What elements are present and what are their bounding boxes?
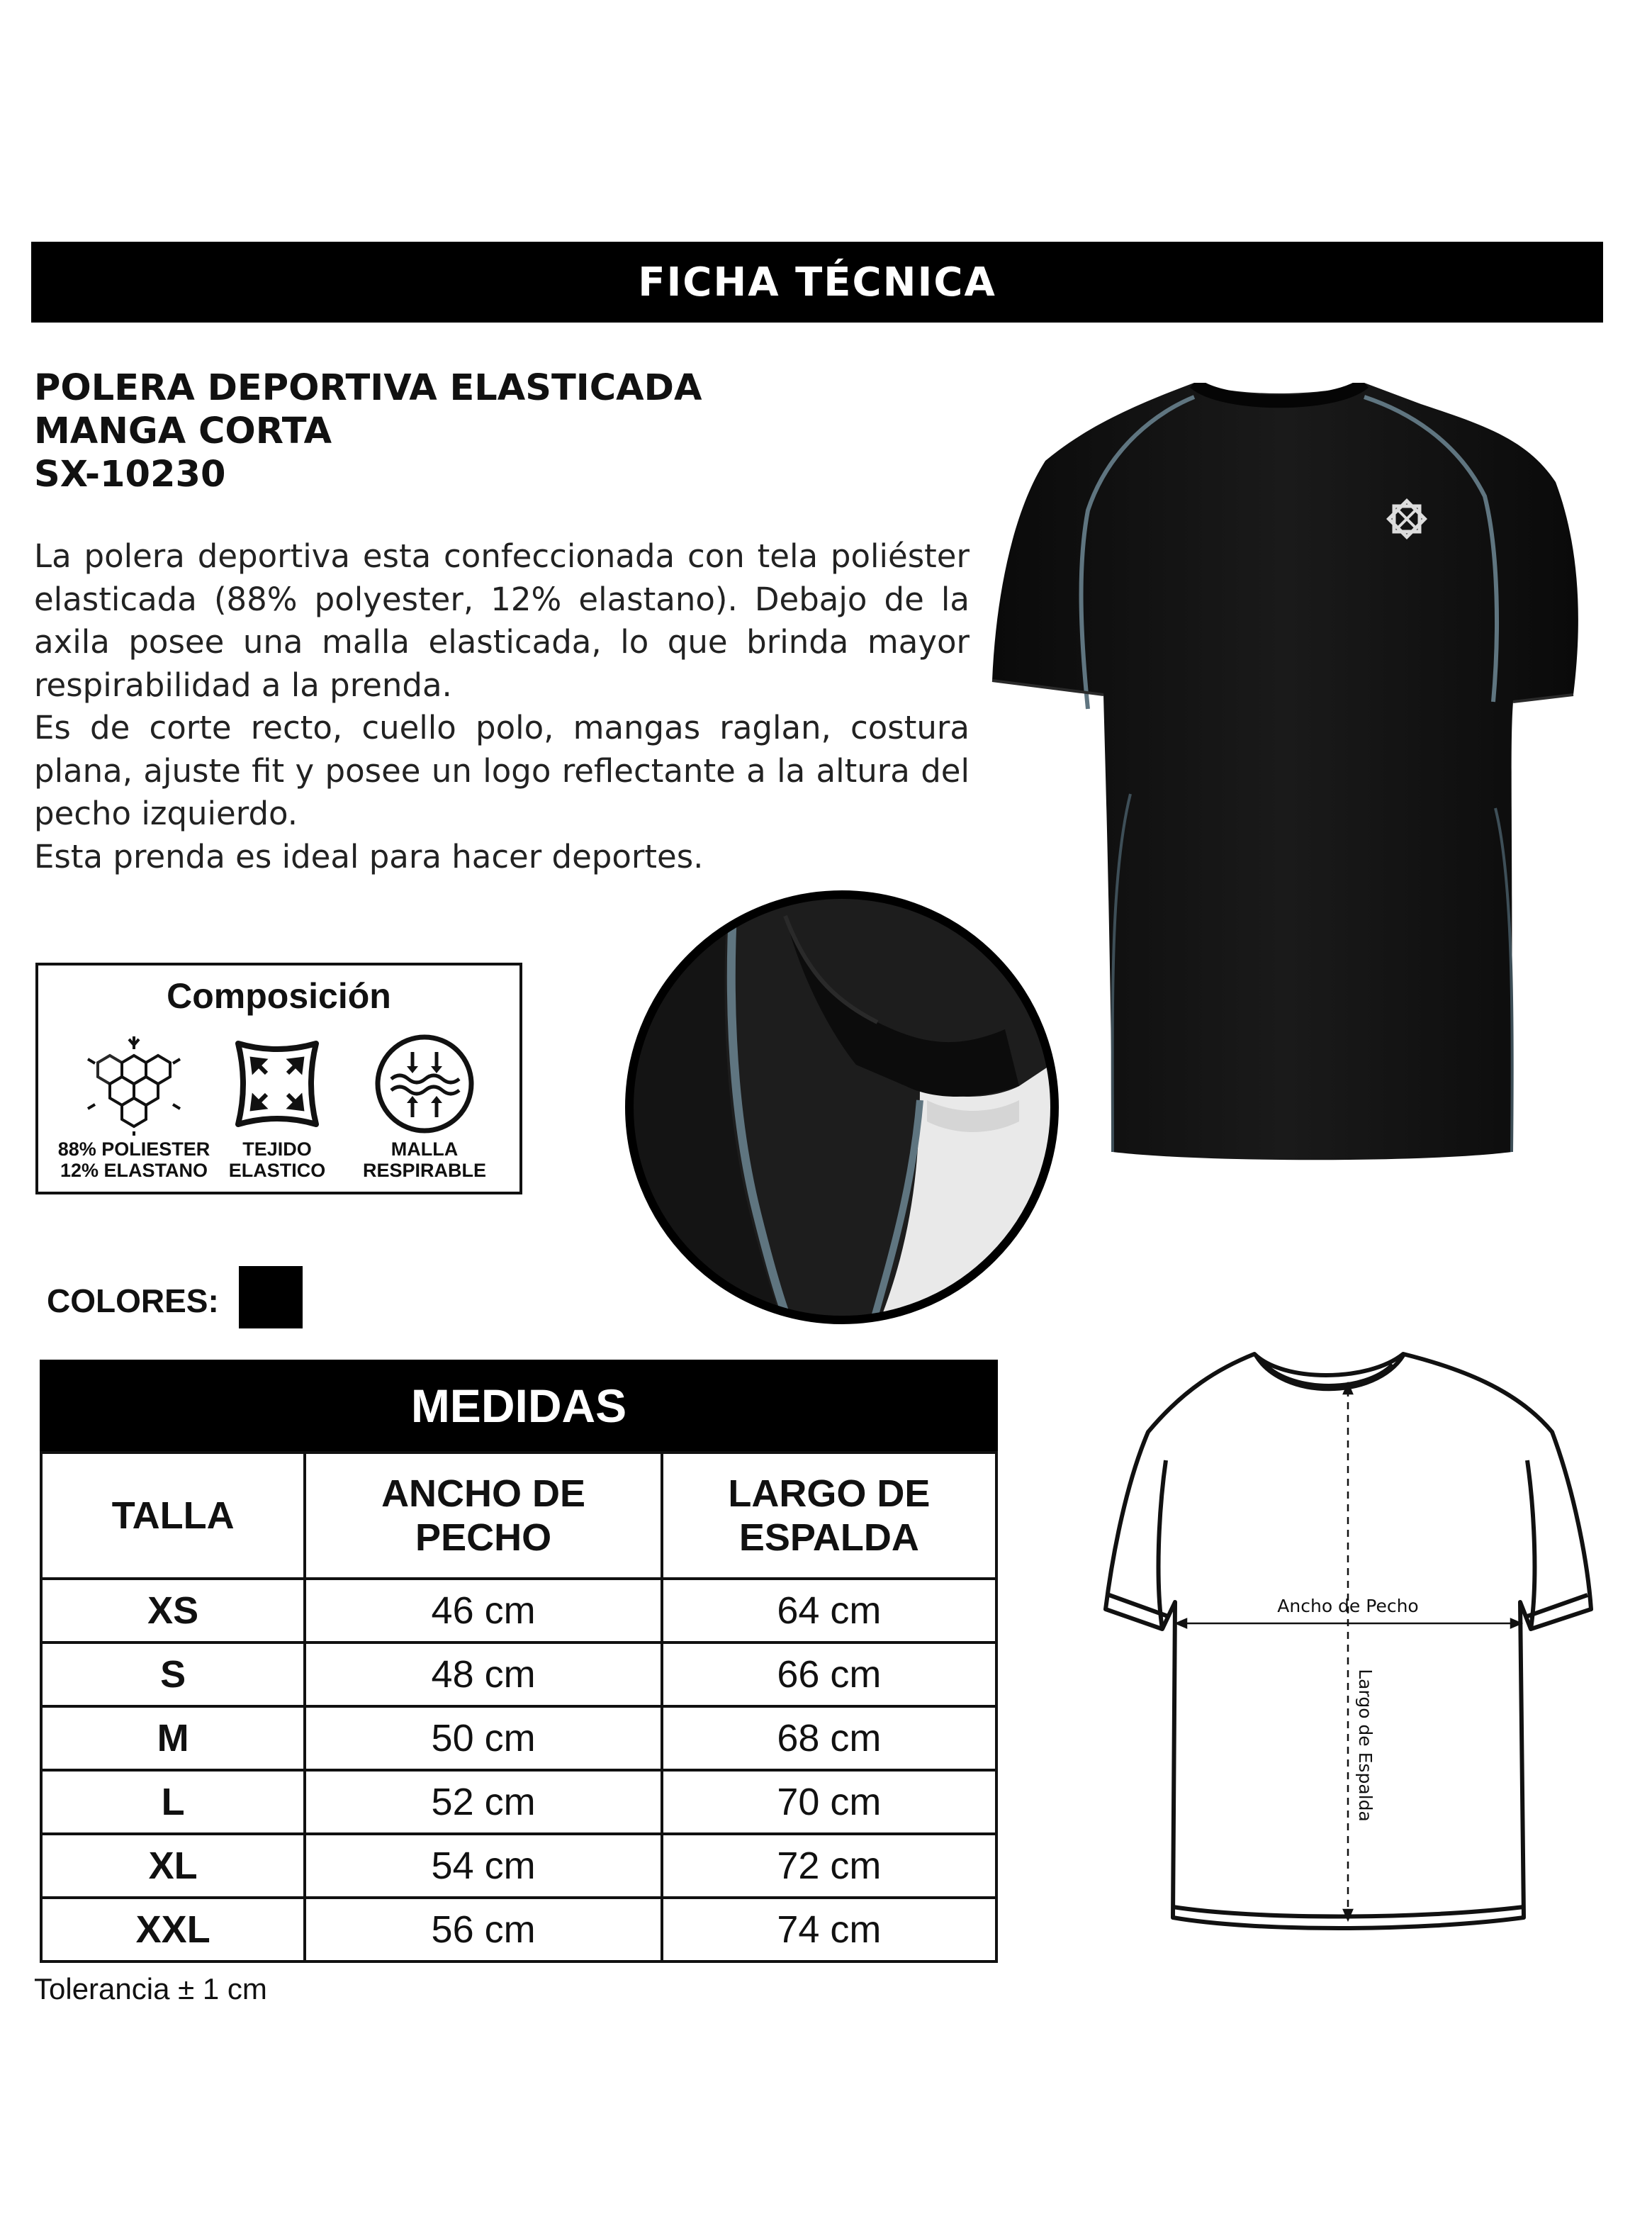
composition-label-line: MALLA: [390, 1138, 459, 1160]
table-row: [41, 1770, 996, 1834]
column-header-size: [41, 1453, 305, 1579]
length-cell: 64 cm: [662, 1579, 996, 1642]
composition-box: [35, 963, 522, 1194]
composition-label-line: ELASTICO: [228, 1160, 326, 1181]
measurement-diagram: [1091, 1347, 1609, 1942]
column-header-text: ESPALDA: [738, 1516, 919, 1559]
size-cell: S: [41, 1642, 305, 1706]
size-cell: L: [41, 1770, 305, 1834]
composition-label-line: 88% POLIESTER: [57, 1138, 210, 1160]
tolerance-note: Tolerancia ± 1 cm: [34, 1972, 267, 2005]
page-title: FICHA TÉCNICA: [638, 259, 996, 306]
table-row: [41, 1898, 996, 1961]
column-header-chest: [305, 1453, 661, 1579]
column-header-text: ANCHO DE: [381, 1472, 586, 1515]
length-cell: 68 cm: [662, 1706, 996, 1770]
description-paragraph: La polera deportiva esta confeccionada con tela poliéster elasticada (88% polyester, 12% elastano). Debajo de la axila posee una malla elasticada, lo que brinda mayor respirabilidad a la prenda.: [34, 537, 970, 704]
shirt-photo: [989, 383, 1605, 1170]
product-title-line: POLERA DEPORTIVA ELASTICADA: [34, 367, 702, 409]
color-swatch-black: [239, 1266, 303, 1328]
column-header-text: TALLA: [111, 1494, 235, 1537]
table-row: [41, 1579, 996, 1642]
composition-label-line: 12% ELASTANO: [60, 1160, 208, 1181]
size-table: [40, 1451, 998, 1963]
product-description: [34, 535, 970, 878]
reflective-logo-icon: [1389, 501, 1425, 537]
chest-cell: 48 cm: [305, 1642, 661, 1706]
size-cell: XXL: [41, 1898, 305, 1961]
size-cell: M: [41, 1706, 305, 1770]
composition-label: [192, 1138, 362, 1181]
composition-title: Composición: [167, 976, 391, 1016]
length-cell: 66 cm: [662, 1642, 996, 1706]
table-row: [41, 1642, 996, 1706]
chest-cell: 46 cm: [305, 1579, 661, 1642]
product-title-line: MANGA CORTA: [34, 410, 332, 452]
description-paragraph: Es de corte recto, cuello polo, mangas raglan, costura plana, ajuste fit y posee un logo reflectante a la altura del pecho izquierdo.: [34, 709, 970, 832]
back-length-label: Largo de Espalda: [1355, 1669, 1376, 1822]
size-cell: XS: [41, 1579, 305, 1642]
measurements-title: MEDIDAS: [410, 1379, 627, 1432]
size-cell: XL: [41, 1834, 305, 1898]
measurements-header: [40, 1360, 998, 1451]
composition-label: [339, 1138, 510, 1181]
honeycomb-fabric-icon: [81, 1031, 187, 1137]
product-code: SX-10230: [34, 454, 226, 496]
length-cell: 70 cm: [662, 1770, 996, 1834]
composition-label-line: RESPIRABLE: [362, 1160, 487, 1181]
chest-cell: 50 cm: [305, 1706, 661, 1770]
chest-cell: 54 cm: [305, 1834, 661, 1898]
stretch-fabric-icon: [224, 1031, 330, 1137]
composition-label-line: TEJIDO: [242, 1138, 312, 1160]
description-paragraph: Esta prenda es ideal para hacer deportes.: [34, 837, 704, 875]
chest-cell: 56 cm: [305, 1898, 661, 1961]
product-title: [34, 366, 702, 496]
column-header-text: PECHO: [415, 1516, 552, 1559]
header-bar: [31, 242, 1603, 323]
column-header-text: LARGO DE: [728, 1472, 931, 1515]
chest-cell: 52 cm: [305, 1770, 661, 1834]
chest-width-label: Ancho de Pecho: [1277, 1596, 1419, 1616]
table-row: [41, 1834, 996, 1898]
length-cell: 74 cm: [662, 1898, 996, 1961]
length-cell: 72 cm: [662, 1834, 996, 1898]
breathable-mesh-icon: [371, 1031, 478, 1137]
colors-label: COLORES:: [47, 1282, 219, 1319]
column-header-length: [662, 1453, 996, 1579]
table-row: [41, 1706, 996, 1770]
size-table-header-row: [41, 1453, 996, 1579]
